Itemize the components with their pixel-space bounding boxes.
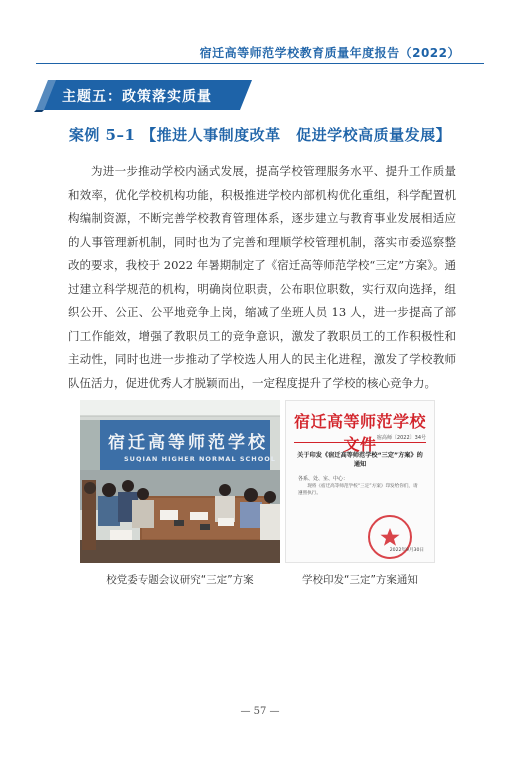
theme-banner <box>34 78 254 112</box>
case-title: 案例 5–1 【推进人事制度改革 促进学校高质量发展】 <box>68 126 452 144</box>
page-number: — 57 — <box>240 706 280 717</box>
document-subject: 关于印发《宿迁高等师范学校“三定”方案》的通知 <box>297 452 423 468</box>
meeting-photo <box>80 400 280 563</box>
body-paragraph: 为进一步推动学校内涵式发展，提高学校管理服务水平、提升工作质量和效率，优化学校机构功能，积极推进学校内部机构优化重组，科学配置机构编制资源，不断完善学校教育管理体系，逐步建立与教育事业发展相适应的人事管理新机制，同时也为了完善和理顺学校管理机制，落实市委巡察整改的要求，我校于 2022 年暑期制定了《宿迁高等师范学校“三定”方案》。通过建立科学规范的机构，明确岗位职责，公布职位职数，实行双向选择，组织公开、公正、公平地竞争上岗，缩减了坐班人员 13 人，进一步提高了部门工作能效，增强了教职员工的竞争意识，激发了教职员工的工作积极性和主动性，同时也进一步推动了学校选人用人的民主化进程，激发了学校教师队伍活力，促进优秀人才脱颖而出，一定程度提升了学校的核心竞争力。 <box>68 164 456 390</box>
notice-photo-caption: 学校印发“三定”方案通知 <box>302 574 418 586</box>
wall-sign-english: SUQIAN HIGHER NORMAL SCHOOL <box>124 455 276 463</box>
document-date: 2022年9月30日 <box>389 548 424 553</box>
meeting-photo-caption: 校党委专题会议研究“三定”方案 <box>106 574 254 586</box>
theme-label: 主题五：政策落实质量 <box>62 89 212 105</box>
report-header-title: 宿迁高等师范学校教育质量年度报告（2022） <box>199 46 460 60</box>
meeting-photo-illustration <box>80 400 280 563</box>
document-body: 现将《宿迁高等师范学校“三定”方案》印发给你们，请遵照执行。 <box>298 484 418 496</box>
header-divider <box>36 63 484 64</box>
wall-sign-chinese: 宿迁高等师范学校 <box>108 433 268 453</box>
document-recipients: 各系、处、室、中心： <box>298 476 349 482</box>
official-seal <box>366 513 414 561</box>
notice-document-photo <box>285 400 435 563</box>
document-red-rule <box>294 442 426 443</box>
document-header-title: 宿迁高等师范学校文件 <box>293 412 426 454</box>
document-number: 宿高师〔2022〕34号 <box>376 435 426 441</box>
